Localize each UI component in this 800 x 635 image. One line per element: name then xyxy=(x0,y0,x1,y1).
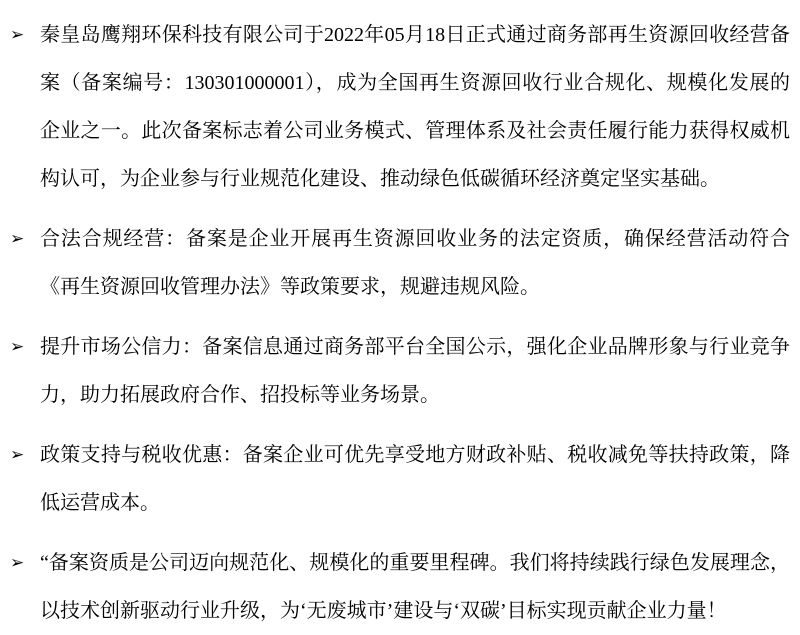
text-line: 案（备案编号：130301000001），成为全国再生资源回收行业合规化、规模化发展的 xyxy=(40,72,790,94)
bullet-item xyxy=(0,11,790,203)
bullet-item xyxy=(0,323,790,419)
arrow-bullet-icon: ➢ xyxy=(10,25,25,45)
arrow-bullet-icon: ➢ xyxy=(10,337,25,357)
bullet-list xyxy=(0,11,790,635)
text-line: 《再生资源回收管理办法》等政策要求，规避违规风险。 xyxy=(40,276,540,298)
text-line: 合法合规经营：备案是企业开展再生资源回收业务的法定资质，确保经营活动符合 xyxy=(40,228,790,250)
text-line: 力，助力拓展政府合作、招投标等业务场景。 xyxy=(40,384,440,406)
bullet-item xyxy=(0,215,790,311)
arrow-bullet-icon: ➢ xyxy=(10,229,25,249)
text-line: 低运营成本。 xyxy=(40,492,160,514)
bullet-item xyxy=(0,539,790,635)
bullet-item xyxy=(0,431,790,527)
text-line: 以技术创新驱动行业升级，为‘无废城市’建设与‘双碳’目标实现贡献企业力量！ xyxy=(40,600,727,622)
text-line: 秦皇岛鹰翔环保科技有限公司于2022年05月18日正式通过商务部再生资源回收经营备 xyxy=(40,24,790,46)
text-line: 构认可，为企业参与行业规范化建设、推动绿色低碳循环经济奠定坚实基础。 xyxy=(40,168,720,190)
text-line: 政策支持与税收优惠：备案企业可优先享受地方财政补贴、税收减免等扶持政策，降 xyxy=(40,444,790,466)
text-line: 企业之一。此次备案标志着公司业务模式、管理体系及社会责任履行能力获得权威机 xyxy=(40,120,790,142)
arrow-bullet-icon: ➢ xyxy=(10,445,25,465)
arrow-bullet-icon: ➢ xyxy=(10,553,25,573)
text-line: “备案资质是公司迈向规范化、规模化的重要里程碑。我们将持续践行绿色发展理念， xyxy=(40,552,790,574)
text-line: 提升市场公信力：备案信息通过商务部平台全国公示，强化企业品牌形象与行业竞争 xyxy=(40,336,790,358)
